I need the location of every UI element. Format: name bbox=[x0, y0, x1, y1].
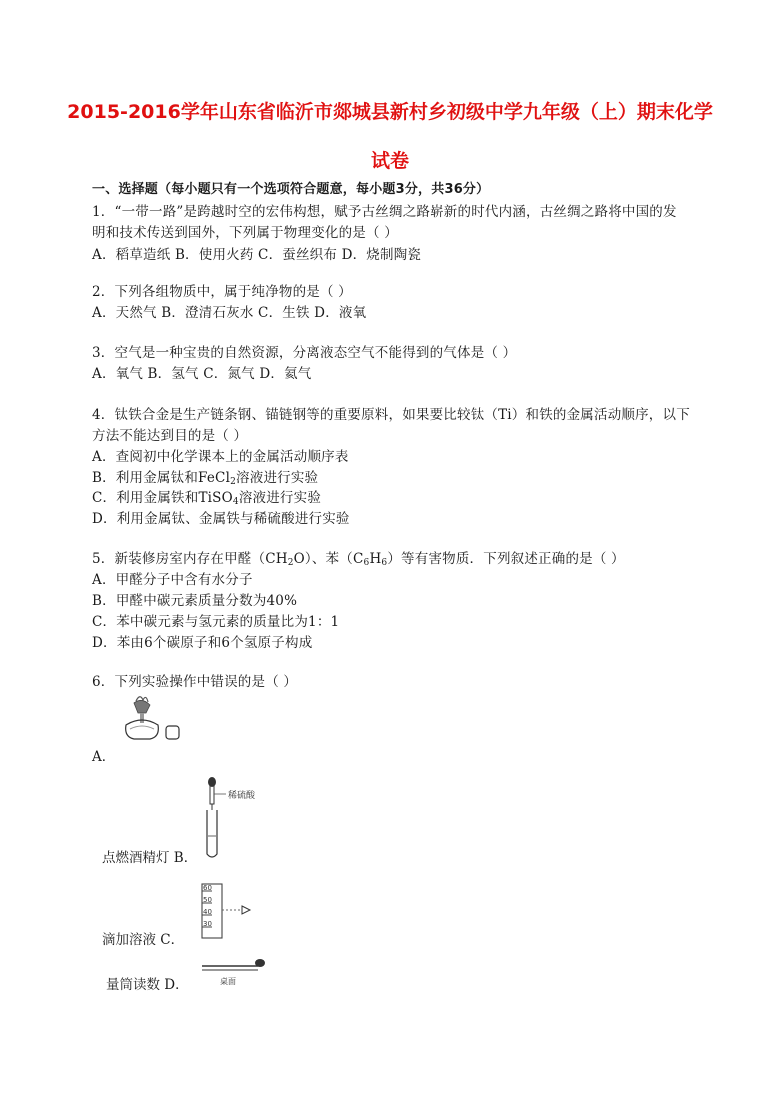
figure-c-tick-40: 40 bbox=[203, 908, 212, 916]
question-2-options: A．天然气 B．澄清石灰水 C．生铁 D．液氧 bbox=[92, 305, 367, 321]
question-1-line-1: 1．“一带一路”是跨越时空的宏伟构想，赋予古丝绸之路崭新的时代内涵，古丝绸之路将中国的发 bbox=[92, 204, 677, 220]
page-title: 2015-2016学年山东省临沂市郯城县新村乡初级中学九年级（上）期末化学 bbox=[67, 101, 713, 123]
question-2-stem: 2．下列各组物质中，属于纯净物的是（ ） bbox=[92, 284, 352, 300]
question-3-options: A．氧气 B．氢气 C．氮气 D．氦气 bbox=[92, 366, 312, 382]
figure-c-read-cylinder bbox=[196, 882, 276, 940]
question-4-option-c: C．利用金属铁和TiSO$_4$溶液进行实验 bbox=[92, 490, 322, 507]
question-5-option-b: B．甲醛中碳元素质量分数为40% bbox=[92, 593, 298, 609]
figure-d-caption: 量筒读数 D． bbox=[106, 977, 189, 993]
figure-c-tick-50: 50 bbox=[203, 896, 212, 904]
section-heading: 一、选择题（每小题只有一个选项符合题意，每小题3分，共36分） bbox=[92, 182, 490, 197]
question-1-options: A．稻草造纸 B．使用火药 C．蚕丝织布 D．烧制陶瓷 bbox=[92, 247, 422, 263]
question-4-option-b: B．利用金属钛和FeCl$_2$溶液进行实验 bbox=[92, 470, 319, 487]
question-6-stem: 6．下列实验操作中错误的是（ ） bbox=[92, 674, 298, 690]
question-4-option-d: D．利用金属钛、金属铁与稀硫酸进行实验 bbox=[92, 511, 350, 527]
question-5-stem: 5．新装修房室内存在甲醛$(CH_2O)$、苯$(C_6H_6)$等有害物质．下列叙述正确的是（ ） bbox=[92, 551, 625, 568]
question-4-option-a: A．查阅初中化学课本上的金属活动顺序表 bbox=[92, 449, 349, 465]
question-5-option-c: C．苯中碳元素与氢元素的质量比为1：1 bbox=[92, 614, 340, 630]
figure-a-light-lamp bbox=[116, 693, 186, 748]
figure-c-caption: 滴加溶液 C． bbox=[102, 932, 185, 948]
figure-b-add-solution bbox=[200, 776, 270, 862]
question-5-option-d: D．苯由6个碳原子和6个氢原子构成 bbox=[92, 635, 313, 651]
question-5-option-a: A．甲醛分子中含有水分子 bbox=[92, 572, 253, 588]
page-title-continued: 试卷 bbox=[370, 150, 409, 172]
figure-b-label-text: 稀硫酸 bbox=[228, 791, 256, 801]
figure-b-caption: 点燃酒精灯 B． bbox=[102, 850, 198, 866]
question-3-stem: 3．空气是一种宝贵的自然资源，分离液态空气不能得到的气体是（ ） bbox=[92, 345, 517, 361]
question-4-line-1: 4．钛铁合金是生产链条钢、锚链钢等的重要原料，如果要比较钛（Ti）和铁的金属活动顺序，以下 bbox=[92, 407, 690, 423]
figure-d-tabletop bbox=[200, 954, 280, 988]
figure-c-tick-60: 60 bbox=[203, 884, 212, 892]
figure-c-tick-30: 30 bbox=[203, 920, 212, 928]
figure-d-label-text: 桌面 bbox=[220, 977, 236, 986]
question-4-line-2: 方法不能达到目的是（ ） bbox=[92, 428, 248, 444]
figure-a-label: A． bbox=[92, 749, 116, 765]
question-1-line-2: 明和技术传送到国外，下列属于物理变化的是（ ） bbox=[92, 225, 398, 241]
